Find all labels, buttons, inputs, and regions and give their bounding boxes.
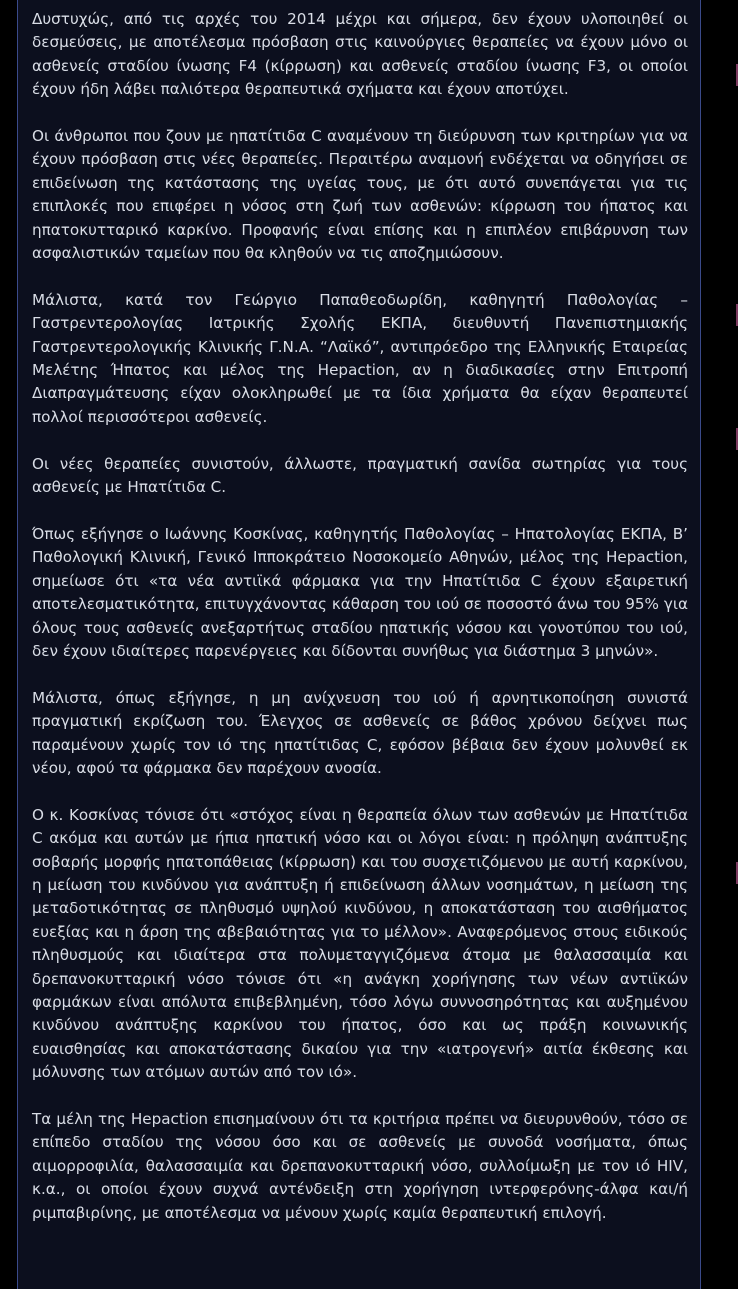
paragraph-6: Μάλιστα, όπως εξήγησε, η μη ανίχνευση του ιού ή αρνητικοποίηση συνιστά πραγματική εκρίζωση του. Έλεγχος σε ασθενείς σε βάθος χρόνου δείχνει πως παραμένουν χωρίς τον ιό της ηπατίτιδας C, εφόσον βέβαια δεν έχουν μολυνθεί εκ νέου, αφού τα φάρμακα δεν παρέχουν ανοσία. (32, 688, 688, 777)
paragraph-8: Τα μέλη της Hepaction επισημαίνουν ότι τα κριτήρια πρέπει να διευρυνθούν, τόσο σε επίπεδο σταδίου της νόσου όσο και σε ασθενείς με συνοδά νοσήματα, όπως αιμορροφιλία, θαλασσαιμία και δρεπανοκυτταρική νόσο, συλλοίμωξη με τον ιό HIV, κ.α., οι οποίοι έχουν συχνά αντένδειξη στη χορήγηση ιντερφερόνης-άλφα και/ή ριμπαβιρίνης, με αποτέλεσμα να μένουν χωρίς καμία θεραπευτική επιλογή. (32, 1109, 688, 1222)
paragraph-7: Ο κ. Κοσκίνας τόνισε ότι «στόχος είναι η θεραπεία όλων των ασθενών με Ηπατίτιδα C ακόμα και αυτών με ήπια ηπατική νόσο και οι λόγοι είναι: η πρόληψη ανάπτυξης σοβαρής μορφής ηπατοπάθειας (κίρρωση) και του συσχετιζόμενου με αυτή καρκίνου, η μείωση του κινδύνου για ανάπτυξη ή επιδείνωση άλλων νοσημάτων, η μείωση της μεταδοτικότητας σε πληθυσμό υψηλού κινδύνου, η αποκατάσταση του αισθήματος ευεξίας και η άρση της αβεβαιότητας για το μέλλον». Αναφερόμενος στους ειδικούς πληθυσμούς και ιδιαίτερα στα πολυμεταγγιζόμενα άτομα με θαλασσαιμία και δρεπανοκυτταρική νόσο τόνισε ότι «η ανάγκη χορήγησης των νέων αντιϊκών φαρμάκων είναι απόλυτα επιβεβλημένη, τόσο λόγω συννοσηρότητας και αυξημένου κινδύνου ανάπτυξης καρκίνου του ήπατος, όσο και ως πράξη κοινωνικής ευαισθησίας και αποκατάστασης δικαίου για την «ιατρογενή» αιτία έκθεσης και μόλυνσης των ατόμων αυτών από τον ιό». (32, 805, 688, 1082)
paragraph-5: Όπως εξήγησε ο Ιωάννης Κοσκίνας, καθηγητής Παθολογίας – Ηπατολογίας ΕΚΠΑ, Β’ Παθολογική Κλινική, Γενικό Ιπποκράτειο Νοσοκομείο Αθηνών, μέλος της Hepaction, σημείωσε ότι «τα νέα αντιϊκά φάρμακα για την Ηπατίτιδα C έχουν εξαιρετική αποτελεσματικότητα, επιτυγχάνοντας κάθαρση του ιού σε ποσοστό άνω του 95% για όλους τους ασθενείς ανεξαρτήτως σταδίου ηπατικής νόσου και γονοτύπου του ιού, δεν έχουν ιδιαίτερες παρενέργειες και δίδονται συνήθως για διάστημα 3 μηνών». (32, 524, 688, 660)
scroll-gutter (727, 0, 738, 1289)
paragraph-3: Μάλιστα, κατά τον Γεώργιο Παπαθεοδωρίδη, καθηγητή Παθολογίας – Γαστρεντερολογίας Ιατρικής Σχολής ΕΚΠΑ, διευθυντή Πανεπιστημιακής Γαστρεντερολογικής Κλινικής Γ.Ν.Α. “Λαϊκό”, αντιπρόεδρο της Ελληνικής Εταιρείας Μελέτης Ήπατος και μέλος της Hepaction, αν η διαδικασίες στην Επιτροπή Διαπραγμάτευσης είχαν ολοκληρωθεί με τα ίδια χρήματα θα είχαν θεραπευτεί πολλοί περισσότεροι ασθενείς. (32, 290, 688, 426)
paragraph-2: Οι άνθρωποι που ζουν με ηπατίτιδα C αναμένουν τη διεύρυνση των κριτηρίων για να έχουν πρόσβαση στις νέες θεραπείες. Περαιτέρω αναμονή ενδέχεται να οδηγήσει σε επιδείνωση της κατάστασης της υγείας τους, με ότι αυτό συνεπάγεται για τις επιπλοκές που επιφέρει η νόσος στη ζωή των ασθενών: κίρρωση του ήπατος και ηπατοκυτταρικό καρκίνο. Προφανής είναι επίσης και η επιπλέον επιβάρυνση των ασφαλιστικών ταμείων που θα κληθούν να τις αποζημιώσουν. (32, 127, 688, 263)
article-body (32, 8, 688, 1248)
article-panel (17, 0, 701, 1289)
paragraph-1: Δυστυχώς, από τις αρχές του 2014 μέχρι και σήμερα, δεν έχουν υλοποιηθεί οι δεσμεύσεις, με αποτέλεσμα πρόσβαση στις καινούργιες θεραπείες να έχουν μόνο οι ασθενείς σταδίου ίνωσης F4 (κίρρωση) και ασθενείς σταδίου ίνωσης F3, οι οποίοι έχουν ήδη λάβει παλιότερα θεραπευτικά σχήματα και έχουν αποτύχει. (32, 10, 688, 99)
paragraph-4: Οι νέες θεραπείες συνιστούν, άλλωστε, πραγματική σανίδα σωτηρίας για τους ασθενείς με Ηπατίτιδα C. (32, 454, 688, 497)
